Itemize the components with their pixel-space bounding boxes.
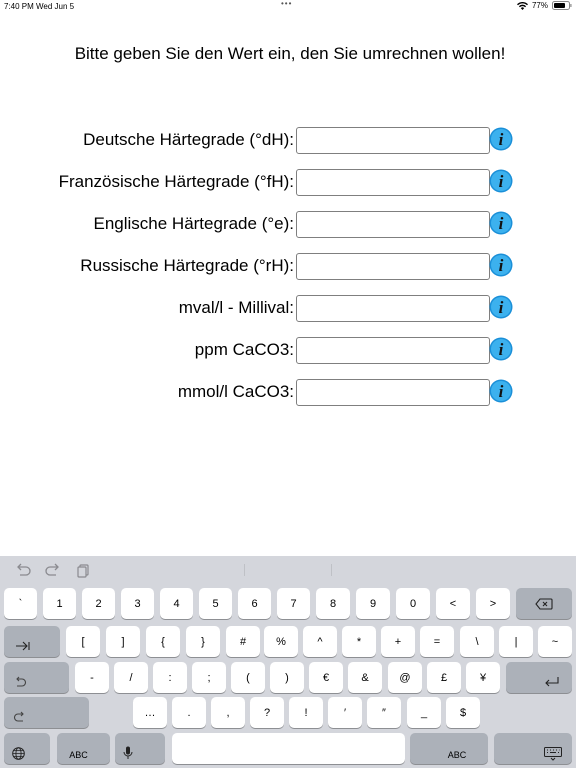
svg-text:i: i <box>498 298 504 317</box>
microphone-icon <box>123 746 133 760</box>
key[interactable]: > <box>476 588 510 619</box>
undo-key[interactable] <box>4 662 69 693</box>
delete-icon <box>535 598 553 610</box>
key[interactable]: ` <box>4 588 37 619</box>
field-label-dh: Deutsche Härtegrade (°dH): <box>83 130 294 149</box>
key[interactable]: ; <box>192 662 226 693</box>
key[interactable]: ~ <box>538 626 572 657</box>
key[interactable]: ) <box>270 662 304 693</box>
input-mval[interactable] <box>296 295 490 322</box>
field-row-dh <box>0 127 576 153</box>
key[interactable]: € <box>309 662 343 693</box>
field-row-ppm <box>0 337 576 363</box>
key[interactable]: 6 <box>238 588 271 619</box>
field-row-mmol <box>0 379 576 405</box>
key[interactable]: 3 <box>121 588 154 619</box>
info-icon[interactable] <box>489 379 513 403</box>
key[interactable]: ″ <box>367 697 401 728</box>
field-label-fh: Französische Härtegrade (°fH): <box>58 172 294 191</box>
svg-text:i: i <box>498 214 504 233</box>
status-bar <box>0 0 576 14</box>
key[interactable]: = <box>420 626 454 657</box>
undo-icon <box>13 676 27 688</box>
key[interactable]: - <box>75 662 109 693</box>
page-prompt: Bitte geben Sie den Wert ein, den Sie umrechnen wollen! <box>74 44 506 63</box>
key[interactable]: & <box>348 662 382 693</box>
redo-icon[interactable] <box>44 562 62 578</box>
key[interactable]: * <box>342 626 376 657</box>
keyboard-dismiss-key[interactable] <box>494 733 572 764</box>
key[interactable]: [ <box>66 626 100 657</box>
globe-icon <box>12 747 25 760</box>
field-label-ppm: ppm CaCO3: <box>194 340 294 359</box>
key[interactable]: ^ <box>303 626 337 657</box>
return-key[interactable] <box>506 662 572 693</box>
input-ppm[interactable] <box>296 337 490 364</box>
key[interactable]: , <box>211 697 245 728</box>
key[interactable]: } <box>186 626 220 657</box>
undo-icon[interactable] <box>14 562 32 578</box>
key[interactable]: ! <box>289 697 323 728</box>
key[interactable]: _ <box>407 697 441 728</box>
on-screen-keyboard <box>0 556 576 768</box>
field-row-rh <box>0 253 576 279</box>
key[interactable]: 0 <box>396 588 430 619</box>
paste-icon[interactable] <box>75 562 93 578</box>
abc-key-left[interactable]: ABC <box>57 733 110 764</box>
key[interactable]: ¥ <box>466 662 500 693</box>
wifi-icon <box>517 2 528 10</box>
status-time: 7:40 PM <box>4 2 34 11</box>
input-mmol[interactable] <box>296 379 490 406</box>
info-icon[interactable] <box>489 169 513 193</box>
delete-key[interactable] <box>516 588 572 619</box>
field-label-rh: Russische Härtegrade (°rH): <box>80 256 294 275</box>
key[interactable]: 4 <box>160 588 193 619</box>
info-icon[interactable] <box>489 211 513 235</box>
battery-icon <box>552 1 572 10</box>
field-label-mval: mval/l - Millival: <box>178 298 294 317</box>
toolbar-divider <box>331 564 332 576</box>
keyboard-shortcut-bar <box>0 556 576 584</box>
key[interactable]: : <box>153 662 187 693</box>
info-icon[interactable] <box>489 295 513 319</box>
globe-key[interactable] <box>4 733 50 764</box>
key[interactable]: / <box>114 662 148 693</box>
key[interactable]: 1 <box>43 588 76 619</box>
field-label-mmol: mmol/l CaCO3: <box>177 382 294 401</box>
info-icon[interactable] <box>489 127 513 151</box>
key[interactable]: + <box>381 626 415 657</box>
multitasking-dots[interactable]: ••• <box>281 0 293 8</box>
key[interactable]: 8 <box>316 588 350 619</box>
key[interactable]: 7 <box>277 588 310 619</box>
key[interactable]: ? <box>250 697 284 728</box>
key[interactable]: . <box>172 697 206 728</box>
svg-text:i: i <box>498 172 504 191</box>
key[interactable]: … <box>133 697 167 728</box>
battery-percent: 77% <box>531 1 548 10</box>
space-key[interactable] <box>172 733 405 764</box>
tab-key[interactable] <box>4 626 60 657</box>
input-e[interactable] <box>296 211 490 238</box>
field-row-mval <box>0 295 576 321</box>
input-rh[interactable] <box>296 253 490 280</box>
input-dh[interactable] <box>296 127 490 154</box>
input-fh[interactable] <box>296 169 490 196</box>
key[interactable]: £ <box>427 662 461 693</box>
toolbar-divider <box>244 564 245 576</box>
dictation-key[interactable] <box>115 733 165 764</box>
svg-text:i: i <box>498 130 504 149</box>
key[interactable]: < <box>436 588 470 619</box>
status-date: Wed Jun 5 <box>36 2 75 11</box>
info-icon[interactable] <box>489 337 513 361</box>
abc-key-right[interactable]: ABC <box>410 733 488 764</box>
key[interactable]: ( <box>231 662 265 693</box>
field-label-e: Englische Härtegrade (°e): <box>93 214 294 233</box>
key[interactable]: { <box>146 626 180 657</box>
key[interactable]: ] <box>106 626 140 657</box>
svg-text:i: i <box>498 340 504 359</box>
field-row-fh <box>0 169 576 195</box>
redo-key[interactable] <box>4 697 89 728</box>
field-row-e <box>0 211 576 237</box>
key[interactable]: \ <box>460 626 494 657</box>
key[interactable]: $ <box>446 697 480 728</box>
svg-text:i: i <box>498 382 504 401</box>
return-icon <box>544 676 560 688</box>
redo-icon <box>13 711 27 723</box>
keyboard-dismiss-icon <box>544 747 562 761</box>
svg-text:i: i <box>498 256 504 275</box>
key[interactable]: 5 <box>199 588 232 619</box>
tab-icon <box>15 641 31 651</box>
key[interactable]: | <box>499 626 533 657</box>
key[interactable]: 2 <box>82 588 115 619</box>
key[interactable]: 9 <box>356 588 390 619</box>
key[interactable]: ′ <box>328 697 362 728</box>
key[interactable]: % <box>264 626 298 657</box>
key[interactable]: # <box>226 626 260 657</box>
info-icon[interactable] <box>489 253 513 277</box>
key[interactable]: @ <box>388 662 422 693</box>
